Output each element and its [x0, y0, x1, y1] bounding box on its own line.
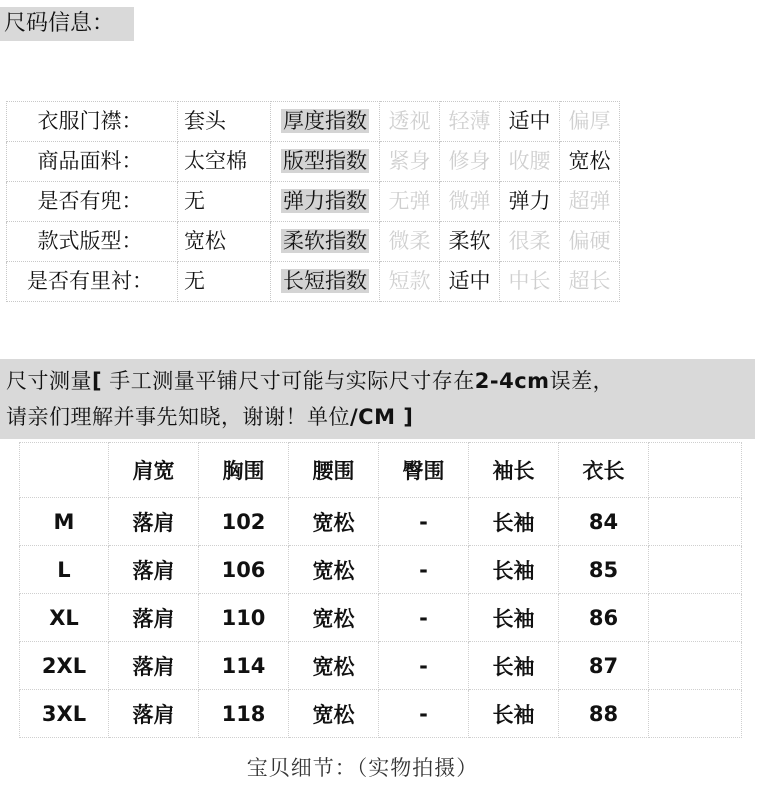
size-table-cell: 宽松	[289, 546, 379, 594]
index-option: 偏厚	[560, 102, 620, 142]
size-table-header-cell	[649, 443, 742, 498]
attribute-row	[7, 142, 620, 182]
index-label-cell	[271, 222, 380, 262]
attribute-label: 商品面料：	[7, 142, 178, 182]
attribute-value: 无	[178, 182, 271, 222]
size-table-header-cell: 胸围	[199, 443, 289, 498]
size-table-header-cell: 腰围	[289, 443, 379, 498]
size-table-cell: 长袖	[469, 498, 559, 546]
index-option: 微弹	[440, 182, 500, 222]
size-table-cell: 长袖	[469, 690, 559, 738]
size-table-header-cell: 袖长	[469, 443, 559, 498]
size-table-cell: 落肩	[109, 498, 199, 546]
size-info-title: 尺码信息：	[0, 7, 134, 41]
size-table-header-cell: 肩宽	[109, 443, 199, 498]
note-bracket-open: [	[92, 369, 103, 393]
note-mid: 手工测量平铺尺寸可能与实际尺寸存在	[102, 369, 475, 393]
size-table-row	[20, 546, 742, 594]
detail-caption: 宝贝细节：（实物拍摄）	[246, 756, 479, 780]
index-option: 紧身	[380, 142, 440, 182]
measurement-note-line-1	[6, 363, 749, 399]
attribute-row	[7, 262, 620, 302]
size-table-header-cell: 衣长	[559, 443, 649, 498]
size-label-cell: M	[20, 498, 109, 546]
size-table-cell	[649, 594, 742, 642]
size-table-header-cell: 臀围	[379, 443, 469, 498]
index-label: 弹力指数	[283, 189, 367, 213]
size-table-cell: -	[379, 690, 469, 738]
index-option: 轻薄	[440, 102, 500, 142]
index-option-selected: 弹力	[500, 182, 560, 222]
size-table-cell: 落肩	[109, 546, 199, 594]
size-table-cell: -	[379, 642, 469, 690]
size-label-cell: 3XL	[20, 690, 109, 738]
size-table-cell: 106	[199, 546, 289, 594]
size-table-cell: 84	[559, 498, 649, 546]
size-table-row	[20, 594, 742, 642]
size-table-cell: -	[379, 498, 469, 546]
size-table-row	[20, 642, 742, 690]
size-table-cell: 85	[559, 546, 649, 594]
attribute-value: 无	[178, 262, 271, 302]
index-option: 无弹	[380, 182, 440, 222]
size-table-cell	[649, 642, 742, 690]
note-prefix: 尺寸测量	[6, 369, 92, 393]
note-suffix: 误差，	[549, 369, 615, 393]
size-table-cell: 落肩	[109, 594, 199, 642]
index-option: 微柔	[380, 222, 440, 262]
size-table-cell	[649, 498, 742, 546]
size-table-cell: 宽松	[289, 594, 379, 642]
attribute-value: 套头	[178, 102, 271, 142]
index-label: 长短指数	[283, 269, 367, 293]
size-table-cell: 长袖	[469, 642, 559, 690]
attribute-label: 是否有兜：	[7, 182, 178, 222]
size-table-cell	[649, 546, 742, 594]
attribute-row	[7, 102, 620, 142]
size-table-header	[20, 443, 742, 498]
size-table-row	[20, 690, 742, 738]
index-option: 收腰	[500, 142, 560, 182]
size-label-cell: L	[20, 546, 109, 594]
size-table-cell: 102	[199, 498, 289, 546]
index-option-selected: 宽松	[560, 142, 620, 182]
size-table-cell: 长袖	[469, 546, 559, 594]
size-table-cell: 宽松	[289, 498, 379, 546]
index-option: 偏硬	[560, 222, 620, 262]
attribute-row	[7, 222, 620, 262]
index-label-cell	[271, 102, 380, 142]
index-label: 柔软指数	[283, 229, 367, 253]
index-option-selected: 适中	[440, 262, 500, 302]
attribute-table	[6, 101, 620, 302]
index-option: 中长	[500, 262, 560, 302]
size-table-cell: 110	[199, 594, 289, 642]
index-option-selected: 适中	[500, 102, 560, 142]
index-option: 短款	[380, 262, 440, 302]
measurement-note-line-2	[6, 399, 749, 435]
note-unit: /CM ]	[350, 405, 414, 429]
index-label: 版型指数	[283, 149, 367, 173]
attribute-label: 衣服门襟：	[7, 102, 178, 142]
index-label-cell	[271, 182, 380, 222]
size-table-header-cell	[20, 443, 109, 498]
attribute-row	[7, 182, 620, 222]
attribute-label: 款式版型：	[7, 222, 178, 262]
index-option: 超弹	[560, 182, 620, 222]
attribute-value: 宽松	[178, 222, 271, 262]
index-label-cell	[271, 142, 380, 182]
size-table-cell: 宽松	[289, 642, 379, 690]
size-table-cell: -	[379, 546, 469, 594]
index-option: 修身	[440, 142, 500, 182]
note-error-range: 2-4cm	[474, 369, 550, 393]
size-table-cell: 落肩	[109, 642, 199, 690]
size-table-cell: 118	[199, 690, 289, 738]
index-option: 很柔	[500, 222, 560, 262]
size-table-cell: 114	[199, 642, 289, 690]
index-label: 厚度指数	[283, 109, 367, 133]
measurement-note	[0, 359, 755, 439]
size-table	[19, 442, 742, 738]
size-table-row	[20, 498, 742, 546]
index-option-selected: 柔软	[440, 222, 500, 262]
index-label-cell	[271, 262, 380, 302]
size-table-cell: 86	[559, 594, 649, 642]
size-table-cell: 长袖	[469, 594, 559, 642]
size-table-cell	[649, 690, 742, 738]
attribute-label: 是否有里衬：	[7, 262, 178, 302]
size-table-cell: 落肩	[109, 690, 199, 738]
size-table-cell: 宽松	[289, 690, 379, 738]
size-label-cell: 2XL	[20, 642, 109, 690]
size-table-cell: -	[379, 594, 469, 642]
note-line2-prefix: 请亲们理解并事先知晓，谢谢！单位	[6, 405, 350, 429]
size-table-cell: 87	[559, 642, 649, 690]
size-table-cell: 88	[559, 690, 649, 738]
index-option: 超长	[560, 262, 620, 302]
attribute-value: 太空棉	[178, 142, 271, 182]
size-label-cell: XL	[20, 594, 109, 642]
index-option: 透视	[380, 102, 440, 142]
